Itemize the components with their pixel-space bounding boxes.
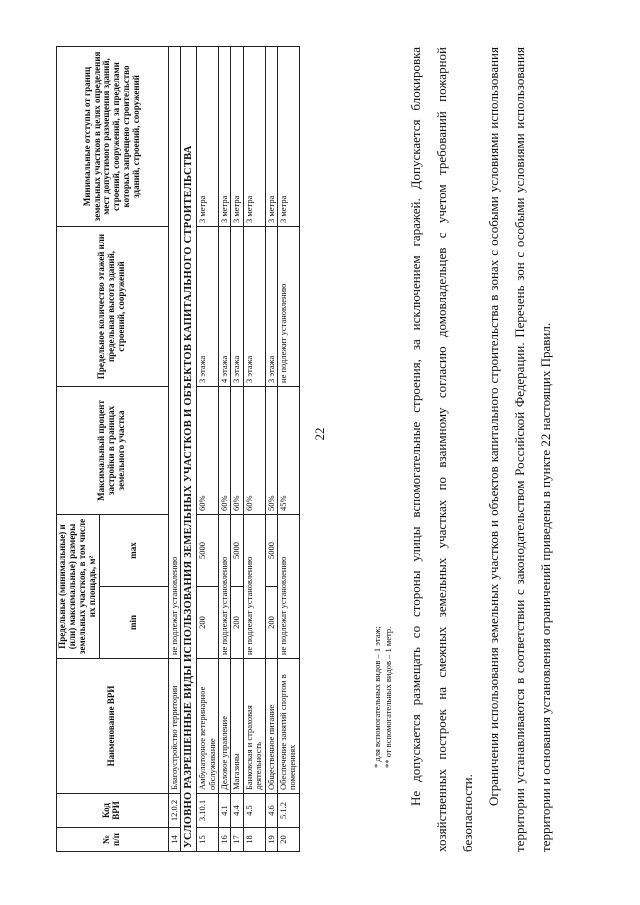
row-name: Магазины: [231, 659, 243, 794]
table-row: [219, 46, 231, 851]
row-percent: 60%: [197, 386, 219, 514]
table-row: [243, 46, 265, 851]
col-header-code: Код ВРИ: [57, 794, 169, 828]
row-size-span: не подлежат установлению: [168, 46, 180, 658]
col-header-num: № п/п: [57, 828, 169, 852]
row-setback: 3 метра: [277, 46, 299, 226]
row-num: 14: [168, 828, 180, 852]
row-code: 4.5: [243, 794, 265, 828]
paragraph: Не допускается размещать со стороны улицы вспомогательные строения, за исключением гаражей. Допускается блокировка хозяйственных построек на смежных земельных участках по взаимному согласию домовладельцев с учетом требований пожарной безопасности.: [408, 47, 475, 852]
table-row: [197, 46, 219, 851]
table-row: [265, 46, 277, 851]
row-size-span: не подлежат установлению: [243, 514, 265, 658]
col-header-min: min: [99, 587, 168, 659]
row-percent: 60%: [219, 386, 231, 514]
row-name: Обеспечение занятий спортом в помещениях: [277, 659, 299, 794]
row-setback: 3 метра: [231, 46, 243, 226]
col-header-setbacks: Минимальные отступы от границ земельных участков в целях определения мест допустимого размещения зданий, строений, сооружений, за пределами которых запрещено строительство зданий, строений, сооружений: [57, 46, 169, 226]
row-setback: 3 метра: [265, 46, 277, 226]
row-min: 200: [231, 587, 243, 659]
row-num: 16: [219, 828, 231, 852]
row-name: Благоустройство территории: [168, 659, 180, 794]
row-code: 12.0.2: [168, 794, 180, 828]
row-min: 200: [265, 587, 277, 659]
rotated-page-content: [18, 8, 618, 868]
row-num: 18: [243, 828, 265, 852]
row-floors: 3 этажа: [197, 226, 219, 386]
col-header-size-group: Предельные (минимальные) и (или) максимальные) размеры земельных участков, в том числе их площадь, м²: [57, 514, 100, 658]
row-floors: 3 этажа: [231, 226, 243, 386]
col-header-max: max: [99, 514, 168, 586]
row-setback: 3 метра: [219, 46, 231, 226]
row-name: Банковская и страховая деятельность: [243, 659, 265, 794]
col-header-percent: Максимальный процент застройки в границах земельного участка: [57, 386, 169, 514]
table-row: [231, 46, 243, 851]
row-code: 4.1: [219, 794, 231, 828]
col-header-name: Наименование ВРИ: [57, 659, 169, 794]
col-header-floors: Предельное количество этажей или предельная высота зданий, строений, сооружений: [57, 226, 169, 386]
row-percent: 45%: [277, 386, 299, 514]
row-percent: 50%: [265, 386, 277, 514]
row-max: 5000: [265, 514, 277, 586]
table-footnotes: [372, 626, 393, 768]
row-code: 3.10.1: [197, 794, 219, 828]
footnote: ** от вспомогательных видов – 1 метр.: [382, 626, 393, 768]
row-name: Деловое управление: [219, 659, 231, 794]
row-percent: 60%: [243, 386, 265, 514]
row-code: 4.4: [231, 794, 243, 828]
row-floors: 4 этажа: [219, 226, 231, 386]
row-num: 20: [277, 828, 299, 852]
row-floors: 3 этажа: [243, 226, 265, 386]
row-max: 5000: [231, 514, 243, 586]
table-row: [277, 46, 299, 851]
row-max: 5000: [197, 514, 219, 586]
page-number: 22: [312, 427, 327, 441]
row-percent: 60%: [231, 386, 243, 514]
row-setback: 3 метра: [197, 46, 219, 226]
row-code: 5.1.2: [277, 794, 299, 828]
row-name: Амбулаторное ветеринарное обслуживание: [197, 659, 219, 794]
section-row: [180, 46, 197, 851]
row-code: 4.6: [265, 794, 277, 828]
row-size-span: не подлежат установлению: [277, 514, 299, 658]
row-setback: 3 метра: [243, 46, 265, 226]
table-header-row: [57, 46, 100, 851]
body-text: [403, 47, 559, 852]
row-num: 17: [231, 828, 243, 852]
paragraph: Ограничения использования земельных участков и объектов капитального строительства в зонах с особыми условиями использования территории устанавливаются в соответствии с законодательством Российской Федерации. Перечень зон с особыми условиями использования территории и основания установления ограничений приведены в пункте 22 настоящих Правил.: [486, 47, 553, 852]
row-floors: не подлежит установлению: [277, 226, 299, 386]
row-min: 200: [197, 587, 219, 659]
table-row: [168, 46, 180, 851]
row-name: Общественное питание: [265, 659, 277, 794]
row-size-span: не подлежат установлению: [219, 514, 231, 658]
section-title: УСЛОВНО РАЗРЕШЕННЫЕ ВИДЫ ИСПОЛЬЗОВАНИЯ ЗЕМЕЛЬНЫХ УЧАСТКОВ И ОБЪЕКТОВ КАПИТАЛЬНОГО СТРОИТЕЛЬСТВА: [180, 46, 197, 851]
footnote: * для вспомогательных видов – 1 этаж;: [372, 626, 382, 768]
row-num: 15: [197, 828, 219, 852]
row-num: 19: [265, 828, 277, 852]
row-floors: 3 этажа: [265, 226, 277, 386]
zoning-parameters-table: [56, 46, 300, 852]
